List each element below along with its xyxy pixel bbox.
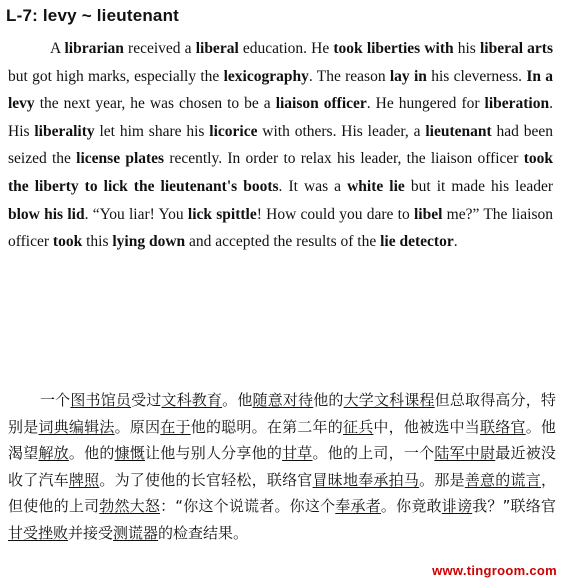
text-run: 我？”联络官 [472,497,556,516]
text-run: ：“你这个说谎者。你这个 [160,497,336,516]
text-run: . His [8,95,553,140]
key-term-translation: 慷慨 [114,444,146,463]
text-run: . “You liar! You [84,205,188,223]
text-run: A [50,40,65,57]
text-run: ，但使他的上司 [8,470,556,516]
text-run: 但总取得高分，特别是 [8,391,556,436]
text-run: 他的聪明。在第二年的 [190,417,343,436]
watermark-text: www.tingroom.com [428,563,557,578]
key-term-translation: 奉承者 [335,497,381,516]
key-term-translation: 甘受挫败 [8,523,69,542]
text-run: had been seized the [8,122,553,168]
text-run: 。你竟敢 [380,497,442,516]
text-run: his cleverness. [426,67,527,85]
key-term: liberal arts [479,40,553,57]
key-term: liberation [484,95,550,113]
key-term-translation: 勃然大怒 [99,497,161,516]
key-term-translation: 在于 [160,417,191,436]
text-run: 的检查结果。 [158,523,249,542]
key-term: lieutenant [425,122,492,140]
text-run: 受过 [131,391,162,409]
key-term-translation: 牌照 [68,470,100,489]
key-term-translation: 甘草 [282,444,313,463]
lesson-heading: L-7: levy ~ lieutenant [6,6,180,25]
key-term-translation: 联络官 [480,417,526,436]
text-run: . [453,233,458,251]
text-run: let him share his [94,122,210,140]
text-run: 并接受 [68,523,114,542]
key-term: lay in [389,67,427,85]
key-term-translation: 诽谤 [441,497,473,516]
text-run: this [82,233,113,251]
text-run: 。他渴望 [8,417,556,463]
text-run: me?” The liaison officer [8,205,554,251]
text-run: 。他的上司，一个 [312,444,435,463]
key-term-translation: 词典编辑法 [38,417,115,436]
key-term: lie detector [380,233,454,251]
key-term: liberality [34,122,95,140]
key-term: liaison officer [275,95,367,113]
key-term-translation: 图书馆员 [70,391,132,409]
text-run: . The reason [308,67,390,85]
key-term-translation: 冒昧地奉承拍马 [312,470,420,489]
text-run: but it made his leader [404,177,554,195]
key-term: took [52,233,83,251]
key-term: licorice [209,122,258,140]
text-run: . He hungered for [366,95,485,113]
text-run: his [453,40,480,57]
text-run: ! How could you dare to [256,205,414,223]
key-term: libel [413,205,443,223]
key-term-translation: 善意的谎言 [464,470,541,489]
text-run: and accepted the results of the [185,233,381,251]
text-run: 一个 [40,391,71,409]
text-run: 最近被没收了汽车 [8,444,556,489]
key-term-translation: 测谎器 [113,523,159,542]
key-term: In a levy [8,67,554,113]
text-run: education. He [238,40,334,57]
text-run: . It was a [278,177,348,195]
english-paragraph [8,35,553,256]
key-term-translation: 大学文科课程 [343,391,435,409]
text-run: 中，他被选中当 [373,417,480,436]
text-run: 。原因 [114,417,161,436]
text-run: 。他 [222,391,253,409]
key-term: blow his lid [8,205,85,223]
text-run: 他的 [313,391,344,409]
text-run: the next year, he was chosen to be a [34,95,276,113]
key-term: librarian [64,40,124,57]
key-term: license plates [76,150,165,168]
key-term-translation: 解放 [38,444,69,463]
text-run: 。为了使他的长官轻松，联络官 [99,470,313,489]
key-term-translation: 陆军中尉 [434,444,496,463]
text-run: received a [123,40,196,57]
text-run: but got high marks, especially the [8,67,224,85]
key-term: liberal [195,40,239,57]
key-term: took the liberty to lick the lieutenant's boots [8,150,554,195]
text-run: 。他的 [68,444,115,463]
text-run: with others. His leader, a [257,122,426,140]
key-term-translation: 随意对待 [252,391,314,409]
key-term-translation: 征兵 [342,417,374,436]
key-term: white lie [347,177,405,195]
key-term: lexicography [223,67,309,85]
chinese-paragraph [8,387,556,547]
key-term: lying down [112,233,186,251]
key-term: lick spittle [187,205,257,223]
text-run: 让他与别人分享他的 [145,444,283,463]
key-term-translation: 文科教育 [161,391,223,409]
key-term: took liberties with [333,40,454,57]
text-run: recently. In order to relax his leader, the liaison officer [164,150,524,168]
text-run: 。那是 [419,470,465,489]
